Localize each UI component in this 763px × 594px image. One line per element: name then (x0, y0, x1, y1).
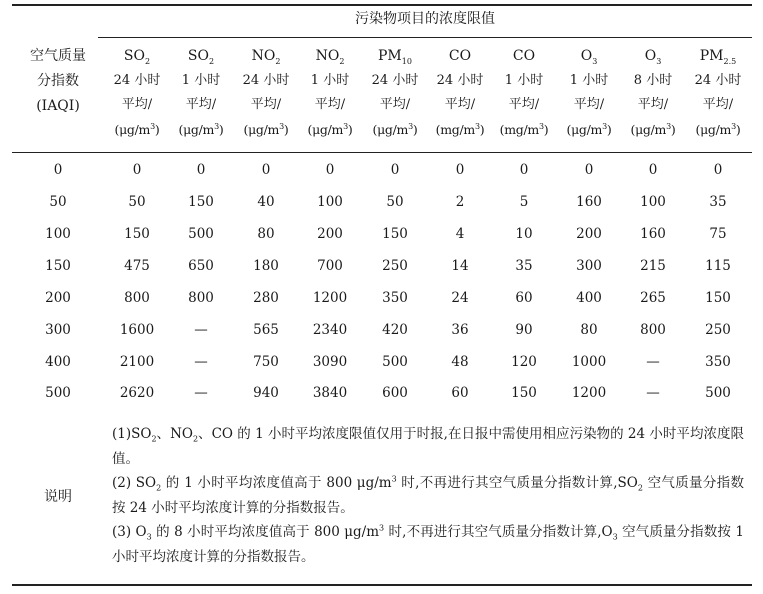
table-cell: 150 (705, 290, 731, 306)
iaqi-cell: 400 (45, 354, 71, 370)
table-cell: 50 (128, 194, 146, 210)
table-cell: 500 (382, 354, 408, 370)
table-cell: 1600 (119, 322, 155, 338)
table-cell: 160 (640, 226, 666, 242)
table-cell: 420 (382, 322, 408, 338)
averaging-period: 1 小时 (181, 72, 221, 88)
table-cell: 50 (386, 194, 404, 210)
table-cell: 160 (576, 194, 602, 210)
iaqi-header-line: 分指数 (37, 73, 79, 89)
table-cell: 150 (511, 385, 537, 401)
table-cell: — (194, 385, 208, 401)
column-header (169, 44, 233, 142)
table-cell: 250 (705, 322, 731, 338)
group-header-rule (98, 37, 752, 38)
table-cell: 180 (253, 258, 279, 274)
table-cell: 14 (451, 258, 469, 274)
table-cell: 150 (124, 226, 150, 242)
table-cell: 940 (253, 385, 279, 401)
iaqi-header-line: (IAQI) (36, 98, 80, 114)
column-header (686, 44, 750, 142)
table-cell: 80 (257, 226, 275, 242)
pollutant-name: CO (448, 48, 472, 64)
iaqi-cell: 100 (45, 226, 71, 242)
averaging-label: 平均/ (444, 97, 476, 112)
table-cell: 800 (124, 290, 150, 306)
column-header (492, 44, 556, 142)
averaging-label: 平均/ (702, 97, 734, 112)
table-cell: 10 (515, 226, 533, 242)
table-cell: 40 (257, 194, 275, 210)
table-cell: 700 (317, 258, 343, 274)
unit-label: $(\mu g/m^3)$ (178, 121, 224, 137)
table-cell: 3090 (312, 354, 348, 370)
averaging-period: 8 小时 (633, 72, 673, 88)
table-cell: 1200 (312, 290, 348, 306)
table-cell: 4 (455, 226, 465, 242)
table-cell: 650 (188, 258, 214, 274)
column-header (557, 44, 621, 142)
averaging-period: 24 小时 (242, 72, 290, 88)
averaging-period: 1 小时 (504, 72, 544, 88)
table-cell: 565 (253, 322, 279, 338)
iaqi-cell: 300 (45, 322, 71, 338)
table-cell: 0 (196, 162, 206, 178)
pollutant-name: $O_3$ (644, 48, 662, 66)
table-cell: 36 (451, 322, 469, 338)
pollutant-name: $SO_2$ (187, 48, 215, 66)
table-cell: 0 (390, 162, 400, 178)
table-cell: 2 (455, 194, 465, 210)
column-header (621, 44, 685, 142)
unit-label: $(\mu g/m^3)$ (307, 121, 353, 137)
table-cell: 280 (253, 290, 279, 306)
table-cell: 1200 (571, 385, 607, 401)
table-cell: 2340 (312, 322, 348, 338)
table-cell: 3840 (312, 385, 348, 401)
group-header: 污染物项目的浓度限值 (355, 11, 495, 27)
notes-label: 说明 (44, 489, 72, 505)
iaqi-cell: 200 (45, 290, 71, 306)
table-cell: 60 (515, 290, 533, 306)
note-item: $(1)SO_2$、$NO_2$、CO 的 1 小时平均浓度限值仅用于时报,在日报中需使用相应污染物的 24 小时平均浓度限值。 (112, 426, 744, 467)
table-cell: 80 (580, 322, 598, 338)
column-header (105, 44, 169, 142)
iaqi-cell: 0 (53, 162, 63, 178)
averaging-period: 24 小时 (694, 72, 742, 88)
table-cell: 400 (576, 290, 602, 306)
iaqi-header-line: 空气质量 (30, 48, 86, 64)
table-cell: 215 (640, 258, 666, 274)
unit-label: $(\mu g/m^3)$ (695, 121, 741, 137)
unit-label: $(mg/m^3)$ (499, 121, 549, 137)
unit-label: $(\mu g/m^3)$ (372, 121, 418, 137)
pollutant-name: CO (512, 48, 536, 64)
table-cell: 800 (188, 290, 214, 306)
table-cell: 0 (519, 162, 529, 178)
averaging-period: 1 小时 (569, 72, 609, 88)
table-cell: 100 (640, 194, 666, 210)
unit-label: $(\mu g/m^3)$ (566, 121, 612, 137)
table-cell: — (646, 354, 660, 370)
table-cell: 0 (713, 162, 723, 178)
table-cell: 60 (451, 385, 469, 401)
table-cell: 0 (648, 162, 658, 178)
table-cell: 75 (709, 226, 727, 242)
table-cell: 90 (515, 322, 533, 338)
table-cell: 150 (188, 194, 214, 210)
column-header (363, 44, 427, 142)
table-cell: 150 (382, 226, 408, 242)
pollutant-name: $PM_{10}$ (378, 48, 412, 66)
table-cell: 2100 (119, 354, 155, 370)
averaging-label: 平均/ (314, 97, 346, 112)
table-cell: 0 (132, 162, 142, 178)
unit-label: $(\mu g/m^3)$ (114, 121, 160, 137)
table-cell: 350 (705, 354, 731, 370)
column-header (234, 44, 298, 142)
table-cell: 600 (382, 385, 408, 401)
iaqi-cell: 50 (49, 194, 67, 210)
table-cell: 265 (640, 290, 666, 306)
averaging-label: 平均/ (121, 97, 153, 112)
table-cell: 350 (382, 290, 408, 306)
table-cell: 750 (253, 354, 279, 370)
pollutant-name: $SO_2$ (123, 48, 151, 66)
header-body-rule (12, 152, 752, 153)
table-cell: 120 (511, 354, 537, 370)
pollutant-name: $O_3$ (580, 48, 598, 66)
averaging-period: 24 小时 (113, 72, 161, 88)
averaging-label: 平均/ (637, 97, 669, 112)
table-cell: 475 (124, 258, 150, 274)
averaging-label: 平均/ (250, 97, 282, 112)
averaging-period: 1 小时 (310, 72, 350, 88)
unit-label: $(\mu g/m^3)$ (630, 121, 676, 137)
column-header (428, 44, 492, 142)
table-top-rule (12, 4, 752, 6)
pollutant-name: $NO_2$ (251, 48, 281, 66)
note-item: (3) $O_3$ 的 8 小时平均浓度值高于 800 $\mu g/m^3$ 时,不再进行其空气质量分指数计算$,O_3$ 空气质量分指数按 1 小时平均浓度计算的分指数报告。 (112, 523, 745, 565)
iaqi-cell: 500 (45, 385, 71, 401)
iaqi-header (18, 44, 98, 119)
table-cell: 250 (382, 258, 408, 274)
averaging-label: 平均/ (379, 97, 411, 112)
table-cell: 0 (584, 162, 594, 178)
table-cell: — (194, 322, 208, 338)
notes (112, 422, 744, 569)
table-cell: 0 (455, 162, 465, 178)
table-cell: 200 (576, 226, 602, 242)
iaqi-cell: 150 (45, 258, 71, 274)
averaging-label: 平均/ (508, 97, 540, 112)
table-cell: 100 (317, 194, 343, 210)
table-cell: 500 (705, 385, 731, 401)
table-cell: 24 (451, 290, 469, 306)
unit-label: $(mg/m^3)$ (435, 121, 485, 137)
table-cell: 115 (705, 258, 731, 274)
column-header (298, 44, 362, 142)
table-cell: 48 (451, 354, 469, 370)
averaging-label: 平均/ (185, 97, 217, 112)
pollutant-name: $NO_2$ (315, 48, 345, 66)
table-cell: 200 (317, 226, 343, 242)
table-cell: 1000 (571, 354, 607, 370)
table-cell: 800 (640, 322, 666, 338)
table-bottom-rule (12, 584, 752, 586)
table-cell: — (646, 385, 660, 401)
unit-label: $(\mu g/m^3)$ (243, 121, 289, 137)
table-cell: 35 (515, 258, 533, 274)
note-item: (2) $SO_2$ 的 1 小时平均浓度值高于 800 $\mu g/m^3$ 时,不再进行其空气质量分指数计算$,SO_2$ 空气质量分指数按 24 小时平均浓度计算的分指数报告。 (112, 474, 745, 516)
averaging-period: 24 小时 (436, 72, 484, 88)
averaging-period: 24 小时 (371, 72, 419, 88)
table-cell: 35 (709, 194, 727, 210)
pollutant-name: $PM_{2.5}$ (699, 48, 737, 66)
table-cell: 500 (188, 226, 214, 242)
table-cell: — (194, 354, 208, 370)
table-cell: 0 (261, 162, 271, 178)
averaging-label: 平均/ (573, 97, 605, 112)
table-cell: 300 (576, 258, 602, 274)
table-cell: 2620 (119, 385, 155, 401)
table-cell: 5 (519, 194, 529, 210)
table-cell: 0 (325, 162, 335, 178)
